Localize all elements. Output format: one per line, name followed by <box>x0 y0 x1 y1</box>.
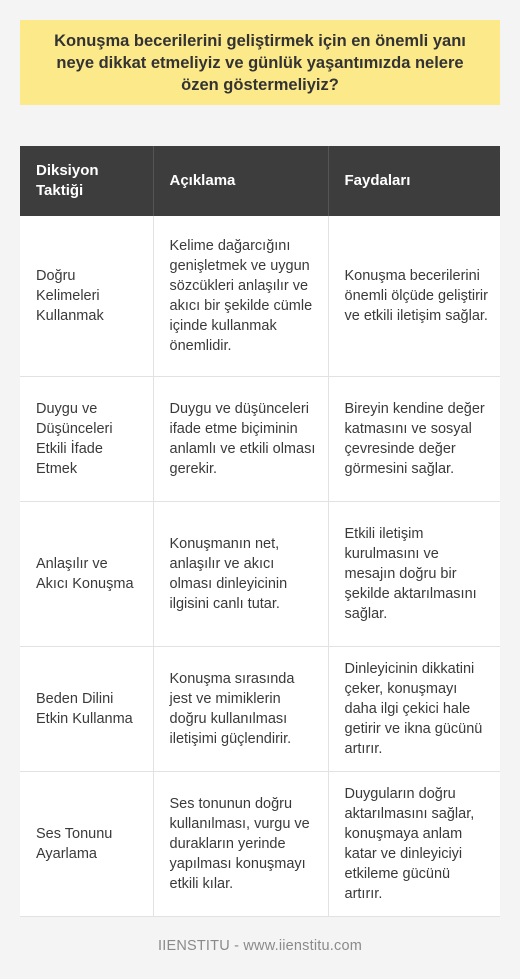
column-header-benefits: Faydaları <box>328 146 500 216</box>
cell-description: Ses tonunun doğru kullanılması, vurgu ve durakların yerinde yapılması konuşmayı etkili kılar. <box>153 771 328 916</box>
cell-benefits: Duyguların doğru aktarılmasını sağlar, konuşmaya anlam katar ve dinleyiciyi etkileme gücünü artırır. <box>328 771 500 916</box>
cell-description: Konuşmanın net, anlaşılır ve akıcı olması dinleyicinin ilgisini canlı tutar. <box>153 501 328 646</box>
table-row <box>20 771 500 916</box>
cell-tactic: Doğru Kelimeleri Kullanmak <box>20 216 153 376</box>
cell-benefits: Bireyin kendine değer katmasını ve sosyal çevresinde değer görmesini sağlar. <box>328 376 500 501</box>
page-title: Konuşma becerilerini geliştirmek için en önemli yanı neye dikkat etmeliyiz ve günlük yaşantımızda nelere özen göstermeliyiz? <box>54 31 466 94</box>
footer-credit: IIENSTITU - www.iienstitu.com <box>158 938 362 954</box>
cell-tactic: Duygu ve Düşünceleri Etkili İfade Etmek <box>20 376 153 501</box>
table-row <box>20 501 500 646</box>
cell-benefits: Etkili iletişim kurulmasını ve mesajın doğru bir şekilde aktarılmasını sağlar. <box>328 501 500 646</box>
cell-tactic: Beden Dilini Etkin Kullanma <box>20 646 153 771</box>
table-row <box>20 646 500 771</box>
cell-description: Duygu ve düşünceleri ifade etme biçiminin anlamlı ve etkili olması gerekir. <box>153 376 328 501</box>
cell-benefits: Dinleyicinin dikkatini çeker, konuşmayı daha ilgi çekici hale getirir ve ikna gücünü artırır. <box>328 646 500 771</box>
table-header-row <box>20 146 500 216</box>
column-header-tactic: Diksiyon Taktiği <box>20 146 153 216</box>
table-row <box>20 216 500 376</box>
cell-tactic: Ses Tonunu Ayarlama <box>20 771 153 916</box>
title-banner <box>20 20 500 105</box>
diction-tactics-table <box>20 146 500 917</box>
cell-description: Kelime dağarcığını genişletmek ve uygun sözcükleri anlaşılır ve akıcı bir şekilde cümle içinde kullanmak önemlidir. <box>153 216 328 376</box>
cell-tactic: Anlaşılır ve Akıcı Konuşma <box>20 501 153 646</box>
table-row <box>20 376 500 501</box>
cell-benefits: Konuşma becerilerini önemli ölçüde geliştirir ve etkili iletişim sağlar. <box>328 216 500 376</box>
cell-description: Konuşma sırasında jest ve mimiklerin doğru kullanılması iletişimi güçlendirir. <box>153 646 328 771</box>
column-header-description: Açıklama <box>153 146 328 216</box>
